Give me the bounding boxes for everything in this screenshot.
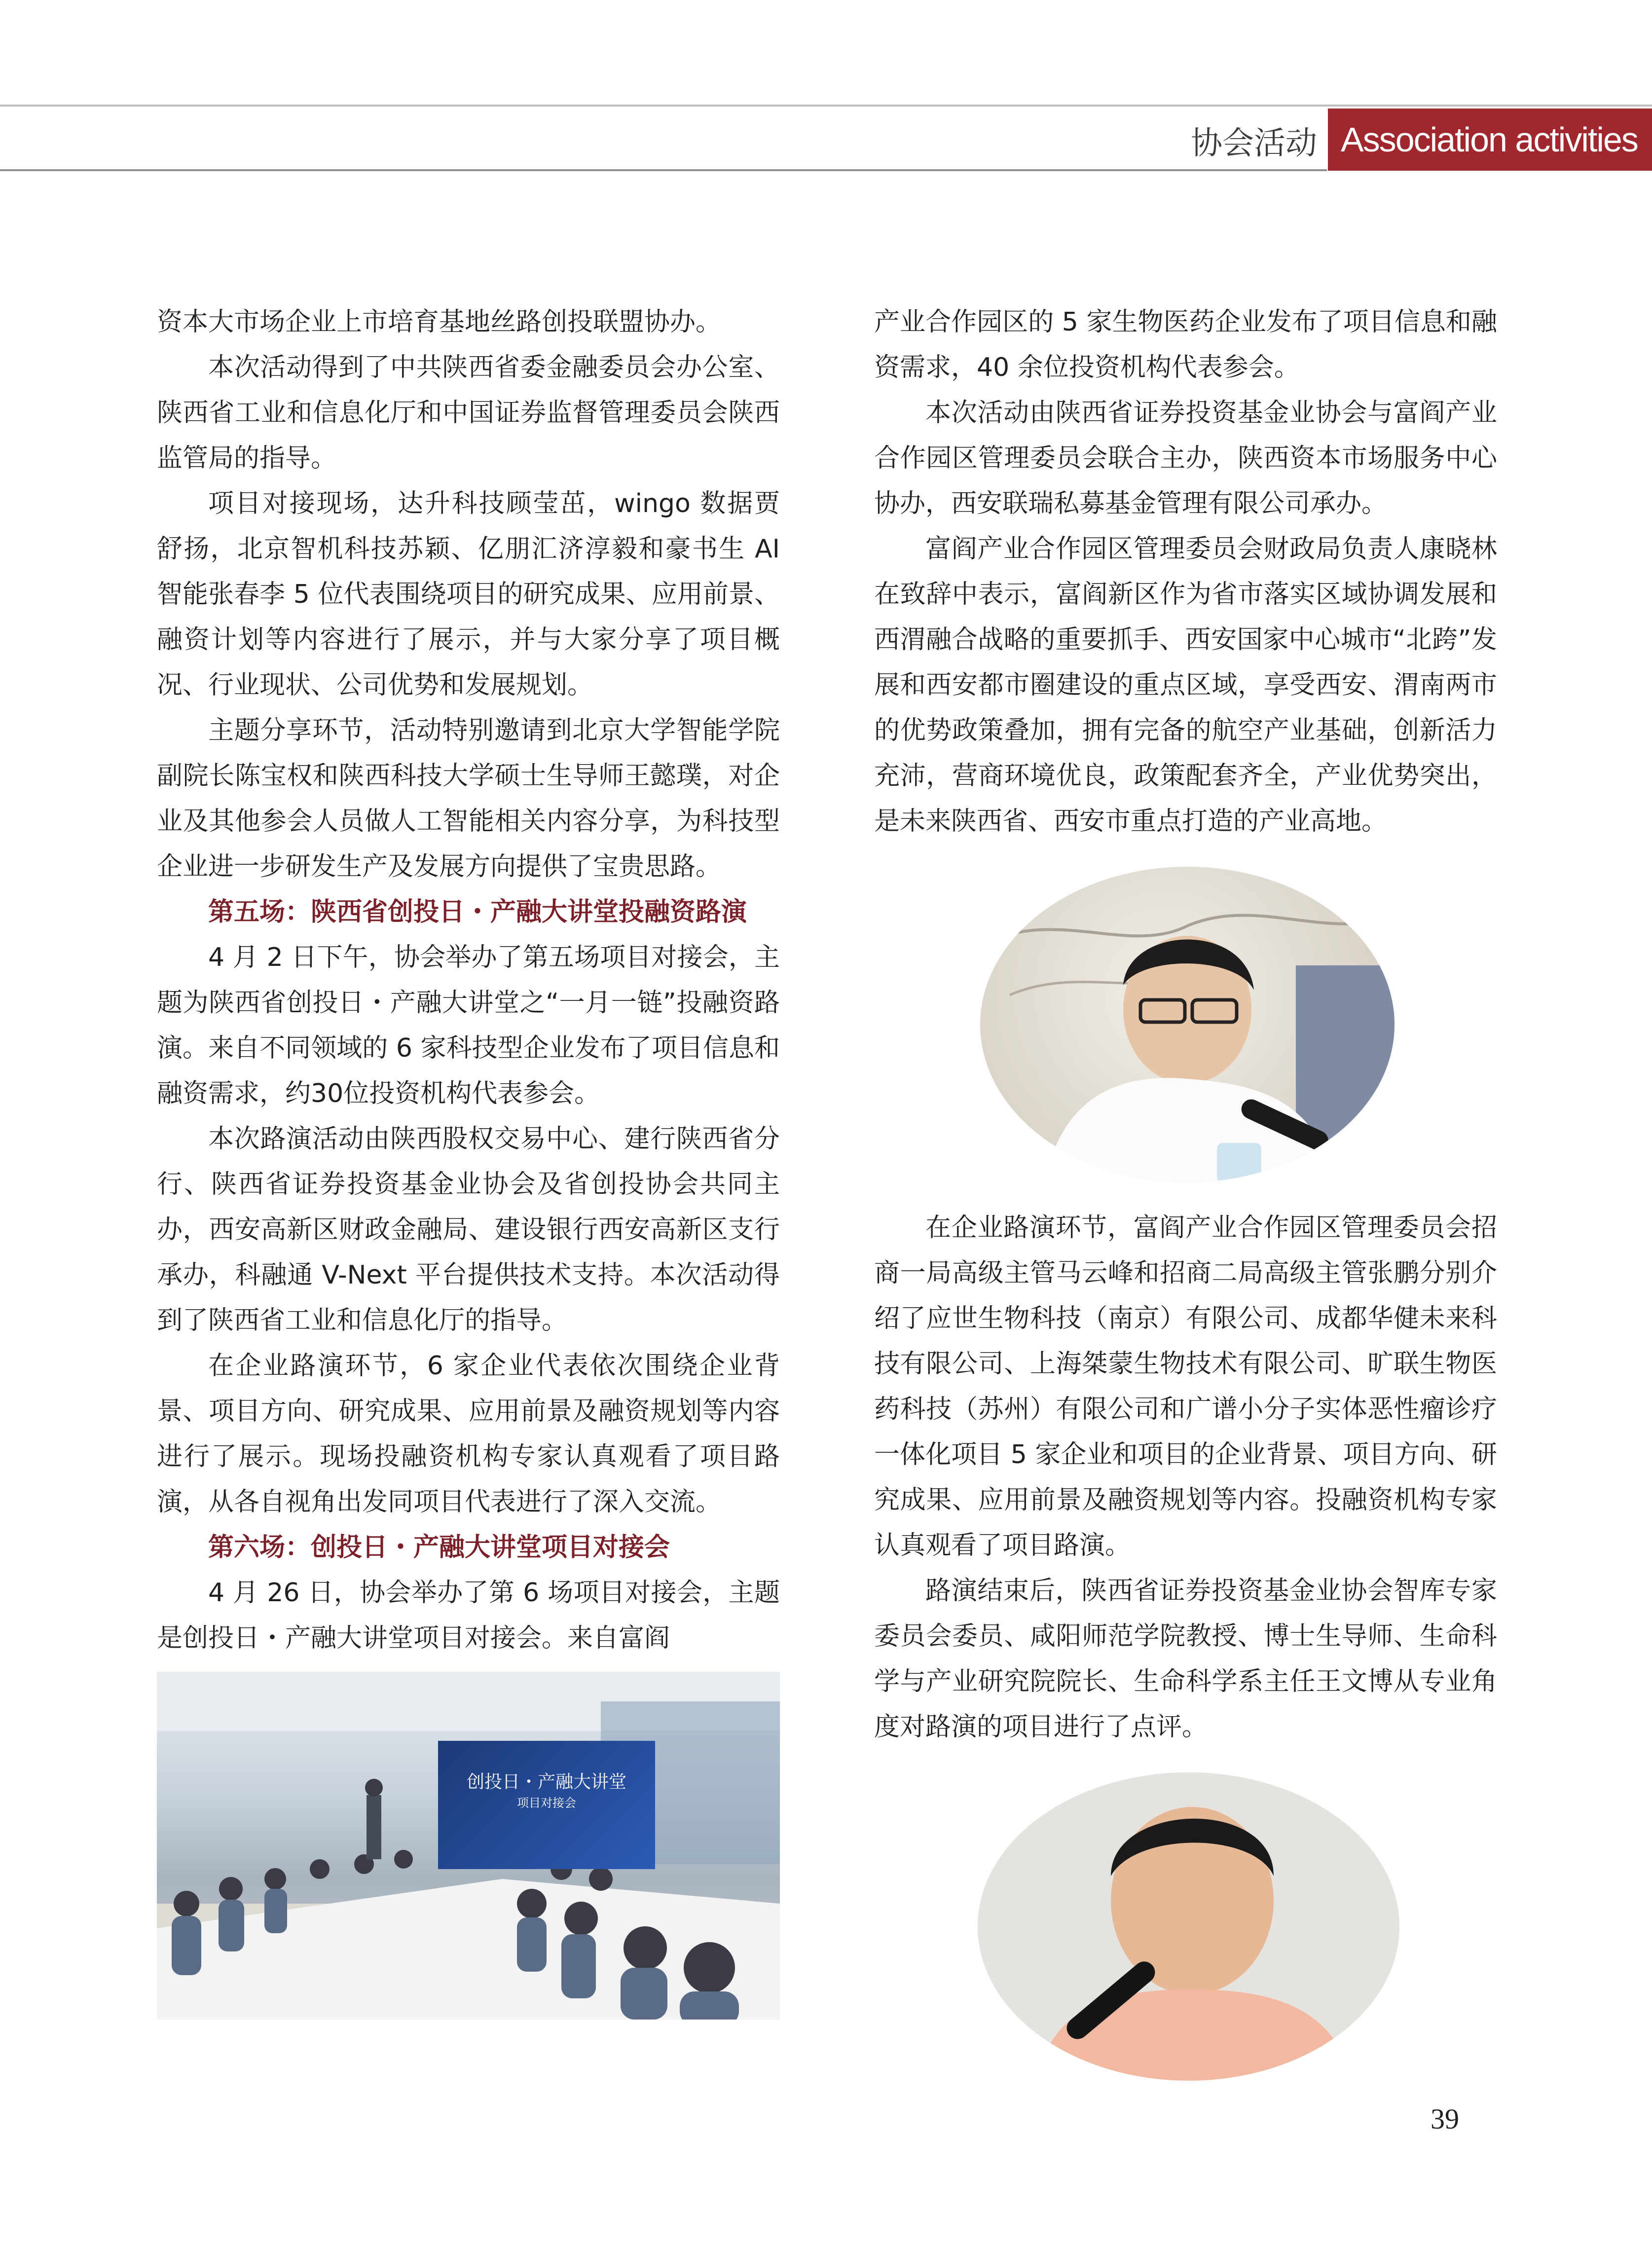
section-heading-sixth: 第六场：创投日・产融大讲堂项目对接会 bbox=[208, 1533, 670, 1562]
speaker-portrait-illustration bbox=[980, 867, 1395, 1182]
section-heading-fifth: 第五场：陕西省创投日・产融大讲堂投融资路演 bbox=[208, 897, 747, 927]
paragraph: 4 月 26 日，协会举办了第 6 场项目对接会，主题是创投日・产融大讲堂项目对接会。来自富阎 bbox=[157, 1578, 780, 1653]
speaker-portrait-illustration bbox=[978, 1772, 1399, 2081]
paragraph: 项目对接现场，达升科技顾莹茁，wingo 数据贾舒扬，北京智机科技苏颖、亿朋汇济淳毅和豪书生 AI 智能张春李 5 位代表围绕项目的研究成果、应用前景、融资计划等内容进行了展示，并与大家分享了项目概况、行业现状、公司优势和发展规划。 bbox=[157, 489, 780, 700]
paragraph: 在企业路演环节，6 家企业代表依次围绕企业背景、项目方向、研究成果、应用前景及融资规划等内容进行了展示。现场投融资机构专家认真观看了项目路演，从各自视角出发同项目代表进行了深入交流。 bbox=[157, 1351, 780, 1517]
paragraph: 资本大市场企业上市培育基地丝路创投联盟协办。 bbox=[157, 307, 722, 337]
screen-title: 创投日・产融大讲堂 bbox=[466, 1772, 626, 1792]
page-number: 39 bbox=[1431, 2103, 1459, 2135]
header-top-rule bbox=[0, 105, 1652, 107]
paragraph: 本次活动得到了中共陕西省委金融委员会办公室、陕西省工业和信息化厅和中国证券监督管理委员会陕西监管局的指导。 bbox=[157, 353, 780, 473]
screen-subtitle: 项目对接会 bbox=[517, 1796, 576, 1810]
section-title-english: Association activities bbox=[1328, 109, 1652, 171]
header-bottom-rule bbox=[0, 169, 1327, 171]
paragraph: 路演结束后，陕西省证券投资基金业协会智库专家委员会委员、咸阳师范学院教授、博士生导师、生命科学与产业研究院院长、生命科学系主任王文博从专业角度对路演的项目进行了点评。 bbox=[874, 1576, 1497, 1742]
projection-screen bbox=[438, 1741, 655, 1869]
paragraph: 4 月 2 日下午，协会举办了第五场项目对接会，主题为陕西省创投日・产融大讲堂之“一月一链”投融资路演。来自不同领域的 6 家科技型企业发布了项目信息和融资需求，约30位投资机构代表参会。 bbox=[157, 943, 780, 1108]
left-column bbox=[157, 299, 780, 2020]
paragraph: 在企业路演环节，富阎产业合作园区管理委员会招商一局高级主管马云峰和招商二局高级主管张鹏分别介绍了应世生物科技（南京）有限公司、成都华健未来科技有限公司、上海桀蒙生物技术有限公司、旷联生物医药科技（苏州）有限公司和广谱小分子实体恶性瘤诊疗一体化项目 5 家企业和项目的企业背景、项目方向、研究成果、应用前景及融资规划等内容。投融资机构专家认真观看了项目路演。 bbox=[874, 1213, 1497, 1560]
right-column bbox=[874, 299, 1497, 2081]
section-title-chinese: 协会活动 bbox=[1191, 125, 1317, 162]
meeting-photo bbox=[157, 1672, 780, 2020]
speaker-photo-wang bbox=[978, 1772, 1399, 2081]
paragraph: 本次活动由陕西省证券投资基金业协会与富阎产业合作园区管理委员会联合主办，陕西资本市场服务中心协办，西安联瑞私募基金管理有限公司承办。 bbox=[874, 398, 1497, 518]
paragraph: 产业合作园区的 5 家生物医药企业发布了项目信息和融资需求，40 余位投资机构代表参会。 bbox=[874, 307, 1497, 382]
paragraph: 主题分享环节，活动特别邀请到北京大学智能学院副院长陈宝权和陕西科技大学硕士生导师王懿璞，对企业及其他参会人员做人工智能相关内容分享，为科技型企业进一步研发生产及发展方向提供了宝贵思路。 bbox=[157, 716, 780, 882]
speaker-photo-kang bbox=[980, 867, 1395, 1182]
paragraph: 富阎产业合作园区管理委员会财政局负责人康晓林在致辞中表示，富阎新区作为省市落实区域协调发展和西渭融合战略的重要抓手、西安国家中心城市“北跨”发展和西安都市圈建设的重点区域，享受西安、渭南两市的优势政策叠加，拥有完备的航空产业基础，创新活力充沛，营商环境优良，政策配套齐全，产业优势突出，是未来陕西省、西安市重点打造的产业高地。 bbox=[874, 534, 1497, 836]
paragraph: 本次路演活动由陕西股权交易中心、建行陕西省分行、陕西省证券投资基金业协会及省创投协会共同主办，西安高新区财政金融局、建设银行西安高新区支行承办，科融通 V-Next 平台提供技术支持。本次活动得到了陕西省工业和信息化厅的指导。 bbox=[157, 1124, 780, 1335]
